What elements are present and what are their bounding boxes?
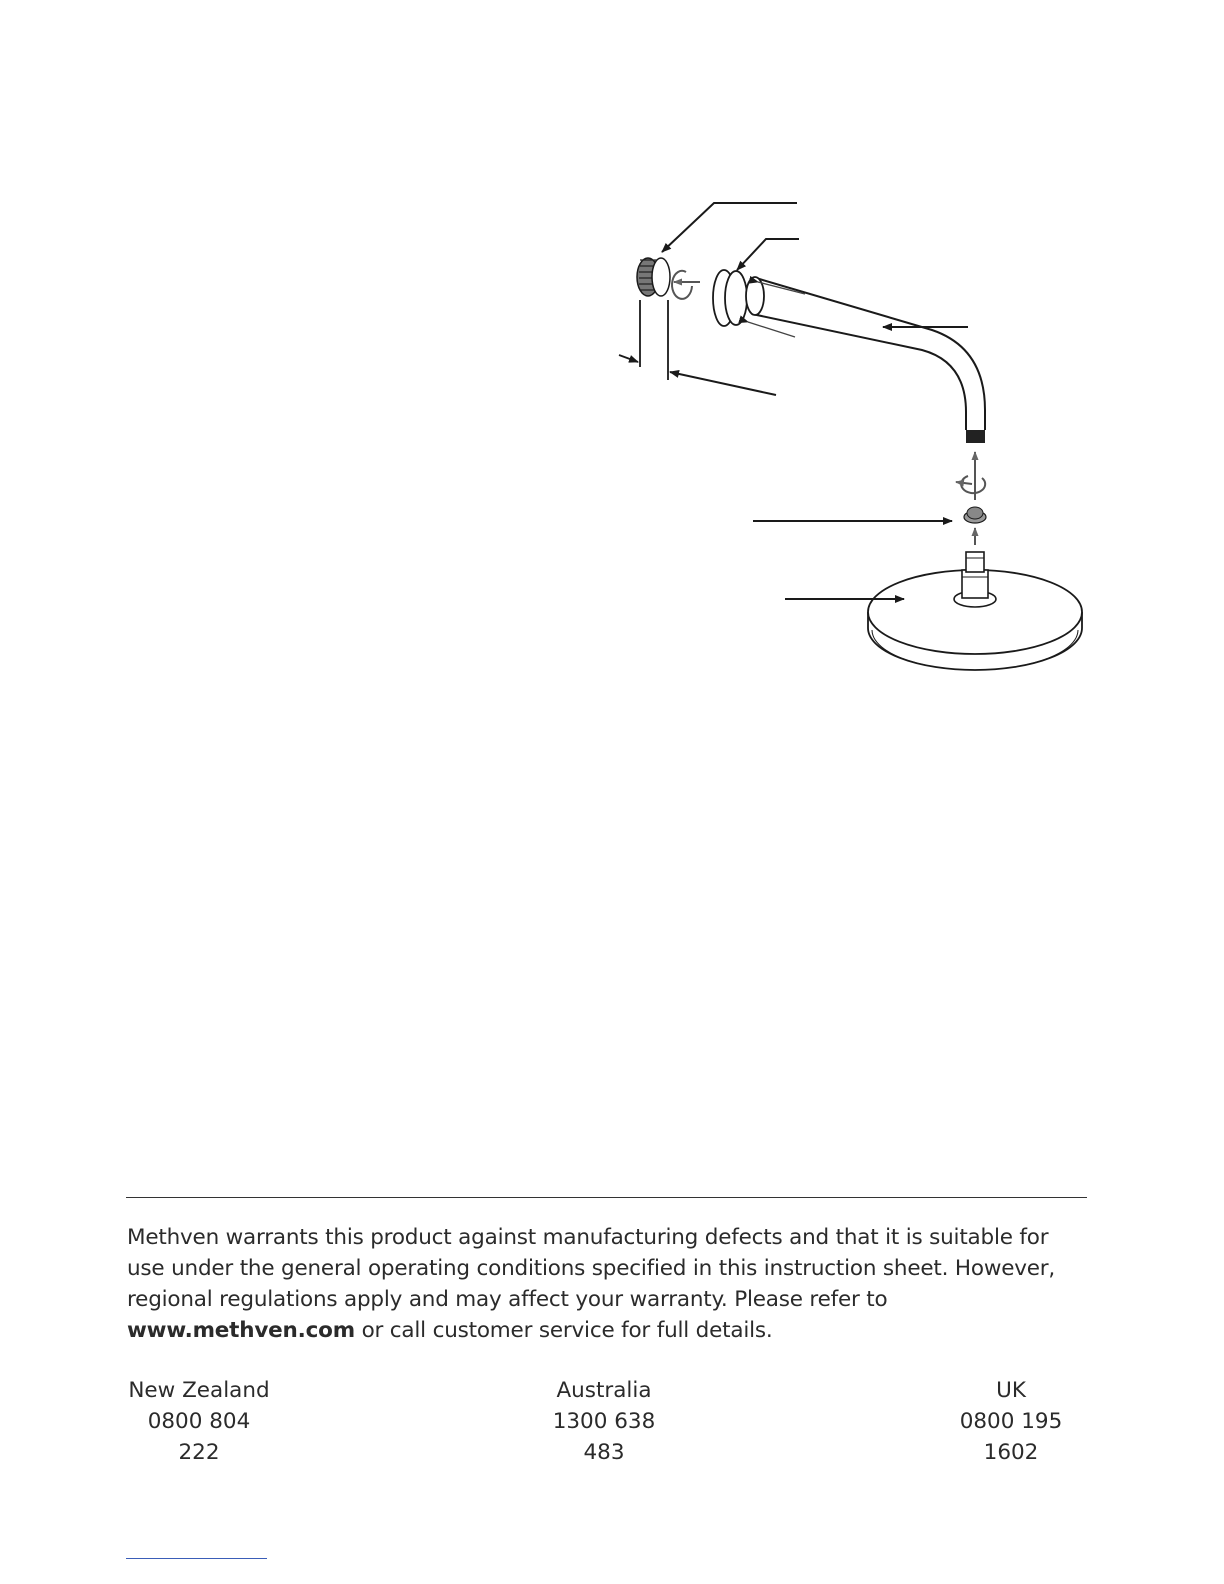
footer-rule — [126, 1558, 267, 1559]
contact-phone: 1300 638 483 — [552, 1409, 656, 1465]
dimension-marks — [619, 300, 668, 380]
wall-flange — [713, 270, 747, 326]
contact-phone: 0800 804 222 — [147, 1409, 251, 1465]
warranty-text: Methven warrants this product against manufacturing defects and that it is suitable for use under the general operating conditions specified in this instruction sheet. However, regional regulations apply and may affect your warranty. Please refer to — [127, 1225, 1056, 1312]
contact-region: New Zealand — [128, 1378, 270, 1403]
contact-phone: 0800 195 1602 — [959, 1409, 1063, 1465]
installation-diagram — [600, 190, 1100, 690]
warranty-text-end: or call customer service for full details. — [354, 1318, 773, 1343]
contact-region: Australia — [556, 1378, 652, 1403]
warranty-statement — [127, 1222, 1087, 1346]
shower-head — [868, 552, 1082, 670]
contact-australia — [533, 1375, 675, 1468]
section-divider — [126, 1197, 1087, 1198]
contact-new-zealand — [127, 1375, 271, 1468]
rotate-icon — [672, 271, 700, 299]
threaded-fitting — [637, 258, 670, 296]
flow-restrictor — [964, 507, 986, 523]
leader-lines — [662, 203, 968, 599]
shower-arm — [746, 277, 985, 443]
contact-uk — [935, 1375, 1087, 1468]
website-link[interactable]: www.methven.com — [127, 1318, 355, 1343]
contact-region: UK — [996, 1378, 1026, 1403]
